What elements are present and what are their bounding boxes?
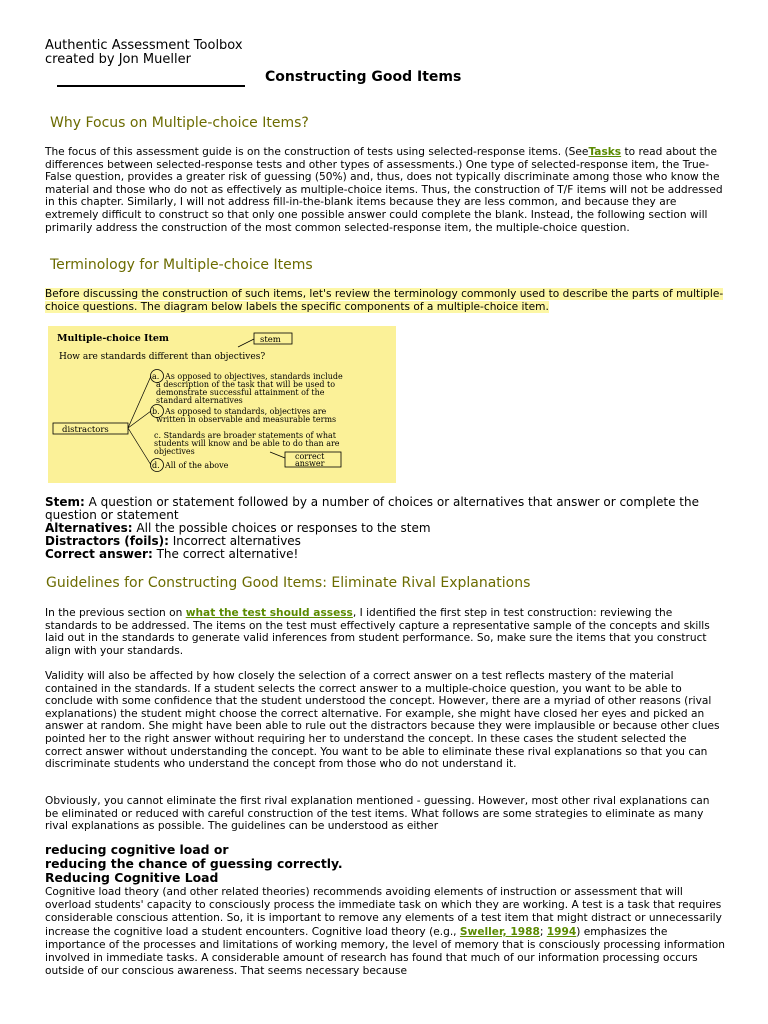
svg-text:demonstrate successful attainm: demonstrate successful attainment of the xyxy=(156,388,325,397)
section-heading-terminology: Terminology for Multiple-choice Items xyxy=(50,257,313,273)
test-assess-link[interactable]: what the test should assess xyxy=(185,607,353,619)
svg-text:written in observable and meas: written in observable and measurable terms xyxy=(156,415,337,424)
strategy-cognitive-load: reducing cognitive load or xyxy=(45,842,229,857)
svg-text:c. Standards are broader state: c. Standards are broader statements of what xyxy=(154,431,336,440)
guidelines-paragraph-1: In the previous section on what the test should assess, I identified the first step in test construction: reviewing the standards to be addressed. The items on the test must effectively capture a representative sample of the concepts and skills laid out in the standards to generate valid inferences from student performance. So, make sure the items that you construct align with your standards. xyxy=(45,607,710,657)
def-stem: Stem: A question or statement followed by a number of choices or alternatives that answer or complete the question or statement xyxy=(45,495,699,522)
guidelines-paragraph-2: Validity will also be affected by how closely the selection of a correct answer on a test reflects mastery of the material contained in the standards. If a student selects the correct answer to a multiple-choice question, you want to be able to conclude with some confidence that the student understood the concept. However, there are a myriad of other reasons (rival explanations) the student might choose the correct alternative. For example, she might have closed her eyes and picked an answer at random. She might have been able to rule out the distractors because they were implausible or because other clues pointed her to the right answer without requiring her to understand the concept. In these cases the student selected the correct answer without understanding the concept. You want to be able to eliminate these rival explanations so that you can discriminate students who understand the concept from those who do not understand it. xyxy=(45,670,720,771)
svg-text:standard alternatives: standard alternatives xyxy=(156,396,243,405)
def-distractors: Distractors (foils): Incorrect alternatives xyxy=(45,533,301,548)
cognitive-load-paragraph: Cognitive load theory (and other related theories) recommends avoiding elements of instruction or assessment that will overload students' capacity to consciously process the immediate task on which they are working. A test is a task that requires considerable conscious attention. So, it is important to remove any elements of a test item that might distract or unnecessarily increase the cognitive load a student encounters. Cognitive load theory (e.g., Sweller, 1988; 1994) emphasizes the importance of the processes and limitations of working memory, the level of memory that is consciously processing information involved in immediate tasks. A considerable amount of research has found that much of our information processing occurs outside of our conscious awareness. That seems necessary because xyxy=(45,886,726,978)
section-heading-why-mc: Why Focus on Multiple-choice Items? xyxy=(50,115,309,131)
subheading-reducing-cognitive-load: Reducing Cognitive Load xyxy=(45,870,219,885)
tasks-link[interactable]: Tasks xyxy=(588,146,622,158)
terminology-definitions xyxy=(45,496,725,561)
diagram-title: Multiple-choice Item xyxy=(57,333,169,344)
svg-text:a.: a. xyxy=(152,372,160,381)
svg-text:As opposed to standards, objec: As opposed to standards, objectives are xyxy=(165,407,327,416)
diagram-question: How are standards different than objectives? xyxy=(59,352,266,362)
svg-text:objectives: objectives xyxy=(154,447,195,456)
sweller-1988-link[interactable]: Sweller, 1988 xyxy=(459,925,540,938)
svg-text:b.: b. xyxy=(152,407,160,416)
svg-text:d.: d. xyxy=(152,461,160,470)
svg-text:All of the above: All of the above xyxy=(165,461,229,470)
svg-text:a description of the task that: a description of the task that will be used to xyxy=(156,380,336,389)
pointer-a xyxy=(128,376,151,428)
stem-label: stem xyxy=(260,335,281,345)
def-alternatives: Alternatives: All the possible choices or responses to the stem xyxy=(45,520,431,535)
svg-text:correct: correct xyxy=(295,452,325,461)
correct-pointer xyxy=(270,452,285,458)
author-line: created by Jon Mueller xyxy=(45,52,191,67)
def-correct-answer: Correct answer: The correct alternative! xyxy=(45,546,299,561)
toolbox-name: Authentic Assessment Toolbox xyxy=(45,38,243,53)
terminology-intro: Before discussing the construction of such items, let's review the terminology commonly used to describe the parts of multiple-choice questions. The diagram below labels the specific components of a multiple-choice item. xyxy=(45,288,724,313)
section1-paragraph: The focus of this assessment guide is on the construction of tests using selected-response items. (SeeTasks to read about the differences between selected-response tests and other types of assessments.) One type of selected-response item, the True-False question, provides a greater risk of guessing (50%) and, thus, does not typically discriminate among those who know the material and those who do not as effectively as multiple-choice items. Thus, the construction of T/F items will not be addressed in this chapter. Similarly, I will not address fill-in-the-blank items because they are less common, and because they are extremely difficult to construct so that only one possible answer could complete the blank. Instead, the following section will primarily address the construction of the most common selected-response item, the multiple-choice question. xyxy=(45,146,723,234)
title-rule xyxy=(57,85,245,87)
sweller-1994-link[interactable]: 1994 xyxy=(546,925,577,938)
distractors-label: distractors xyxy=(62,425,109,435)
stem-pointer xyxy=(238,339,254,347)
pointer-d xyxy=(128,428,151,465)
section-heading-guidelines: Guidelines for Constructing Good Items: Eliminate Rival Explanations xyxy=(46,575,531,591)
page-title: Constructing Good Items xyxy=(265,69,462,85)
svg-text:answer: answer xyxy=(295,459,325,468)
mc-item-diagram xyxy=(48,326,396,483)
guidelines-paragraph-3: Obviously, you cannot eliminate the first rival explanation mentioned - guessing. However, most other rival explanations can be eliminated or reduced with careful construction of the test items. What follows are some strategies to eliminate as many rival explanations as possible. The guidelines can be understood as either xyxy=(45,795,710,833)
svg-text:students will know and be able: students will know and be able to do than are xyxy=(154,439,340,448)
svg-text:As opposed to objectives, stan: As opposed to objectives, standards include xyxy=(165,372,343,381)
strategy-guessing: reducing the chance of guessing correctly. xyxy=(45,856,343,871)
